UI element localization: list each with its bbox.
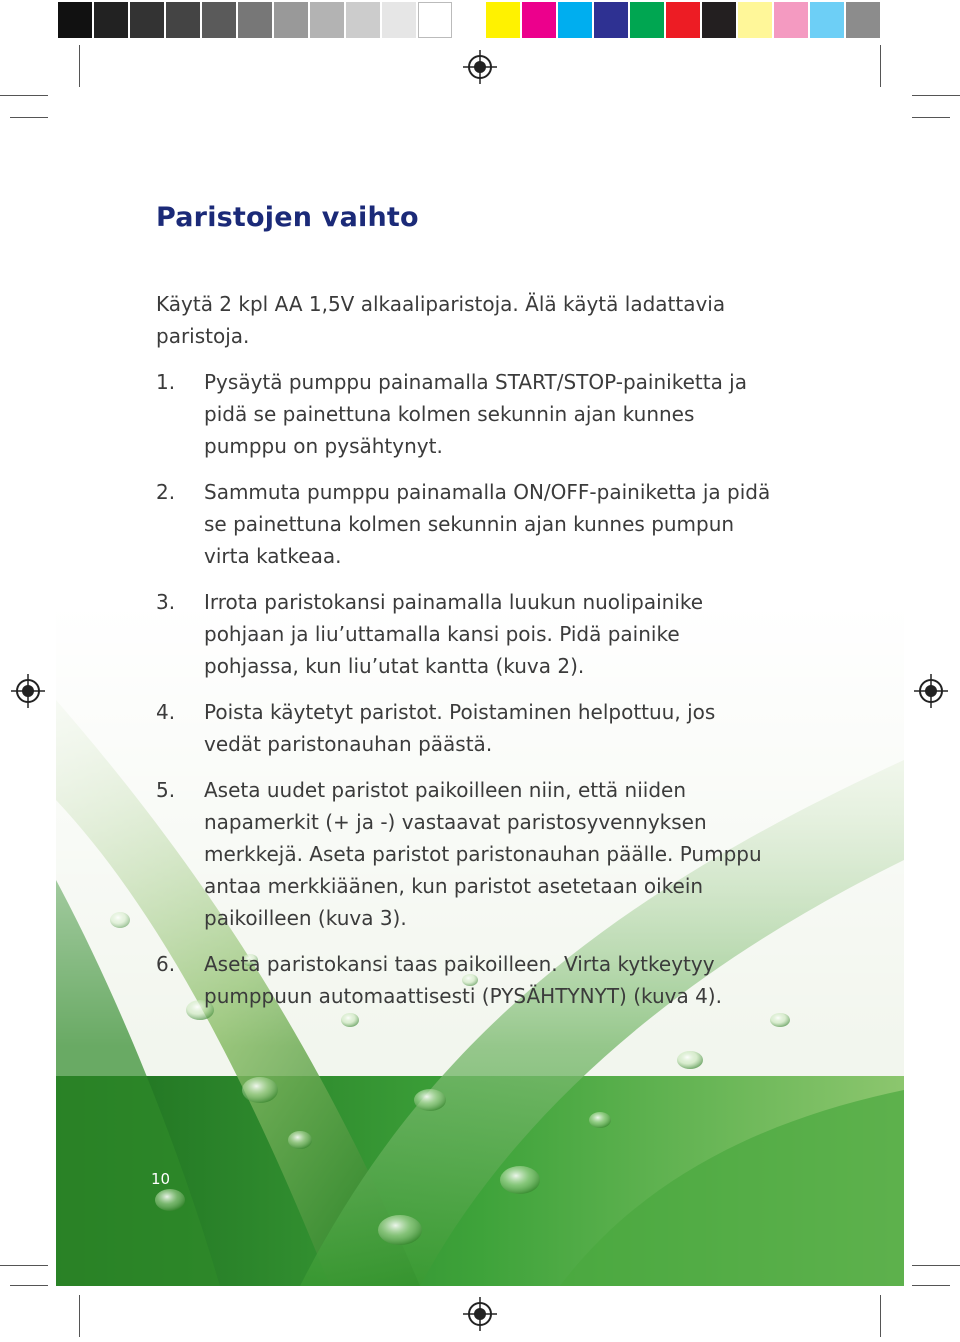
step-text: Aseta uudet paristot paikoilleen niin, että niiden napamerkit (+ ja -) vastaavat paristosyvennyksen merkkejä. Aseta paristot paristonauhan päälle. Pumppu antaa merkkiäänen, kun paristot asetetaan oikein paikoilleen (kuva 3). bbox=[204, 778, 762, 930]
crop-mark bbox=[912, 95, 960, 96]
crop-mark bbox=[912, 1265, 960, 1266]
step-number: 6. bbox=[156, 952, 176, 976]
step-text: Poista käytetyt paristot. Poistaminen helpottuu, jos vedät paristonauhan päästä. bbox=[204, 700, 716, 756]
crop-mark bbox=[10, 1285, 48, 1286]
color-swatch bbox=[558, 2, 592, 38]
color-swatch bbox=[486, 2, 520, 38]
color-swatch bbox=[774, 2, 808, 38]
color-swatch bbox=[418, 2, 452, 38]
color-swatch bbox=[94, 2, 128, 38]
crop-mark bbox=[79, 45, 80, 87]
crop-mark bbox=[10, 117, 48, 118]
color-swatch bbox=[346, 2, 380, 38]
color-swatch bbox=[274, 2, 308, 38]
crop-mark bbox=[0, 1265, 48, 1266]
color-swatch bbox=[810, 2, 844, 38]
list-item bbox=[156, 366, 776, 462]
color-swatch bbox=[666, 2, 700, 38]
step-number: 5. bbox=[156, 778, 176, 802]
grayscale-color-bar bbox=[58, 2, 454, 38]
step-number: 4. bbox=[156, 700, 176, 724]
color-swatch bbox=[166, 2, 200, 38]
crop-mark bbox=[912, 117, 950, 118]
list-item bbox=[156, 696, 776, 760]
color-swatch bbox=[630, 2, 664, 38]
registration-mark-icon bbox=[11, 674, 45, 708]
color-swatch bbox=[130, 2, 164, 38]
crop-mark bbox=[79, 1295, 80, 1337]
crop-mark bbox=[880, 1295, 881, 1337]
step-number: 3. bbox=[156, 590, 176, 614]
color-swatch bbox=[202, 2, 236, 38]
page-title: Paristojen vaihto bbox=[156, 202, 419, 233]
crop-mark bbox=[912, 1285, 950, 1286]
step-text: Aseta paristokansi taas paikoilleen. Virta kytkeytyy pumppuun automaattisesti (PYSÄHTYNYT) (kuva 4). bbox=[204, 952, 722, 1008]
color-swatch bbox=[702, 2, 736, 38]
step-number: 2. bbox=[156, 480, 176, 504]
step-text: Sammuta pumppu painamalla ON/OFF-painiketta ja pidä se painettuna kolmen sekunnin ajan kunnes pumpun virta katkeaa. bbox=[204, 480, 771, 568]
list-item bbox=[156, 948, 776, 1012]
color-swatch bbox=[58, 2, 92, 38]
color-swatch bbox=[522, 2, 556, 38]
crop-mark bbox=[0, 95, 48, 96]
registration-mark-icon bbox=[463, 1297, 497, 1331]
color-swatch bbox=[310, 2, 344, 38]
color-swatch bbox=[238, 2, 272, 38]
page-number: 10 bbox=[151, 1170, 171, 1188]
color-swatch bbox=[382, 2, 416, 38]
crop-mark bbox=[880, 45, 881, 87]
step-text: Irrota paristokansi painamalla luukun nuolipainike pohjaan ja liu’uttamalla kansi pois. Pidä painike pohjassa, kun liu’utat kantta (kuva 2). bbox=[204, 590, 704, 678]
color-swatch bbox=[594, 2, 628, 38]
step-text: Pysäytä pumppu painamalla START/STOP-painiketta ja pidä se painettuna kolmen sekunnin ajan kunnes pumppu on pysähtynyt. bbox=[204, 370, 747, 458]
registration-mark-icon bbox=[914, 674, 948, 708]
cmyk-color-bar bbox=[486, 2, 882, 38]
list-item bbox=[156, 586, 776, 682]
intro-paragraph: Käytä 2 kpl AA 1,5V alkaaliparistoja. Älä käytä ladattavia paristoja. bbox=[156, 292, 726, 348]
list-item bbox=[156, 774, 776, 934]
instruction-steps bbox=[156, 366, 776, 1026]
list-item bbox=[156, 476, 776, 572]
color-swatch bbox=[846, 2, 880, 38]
step-number: 1. bbox=[156, 370, 176, 394]
color-swatch bbox=[738, 2, 772, 38]
registration-mark-icon bbox=[463, 50, 497, 84]
